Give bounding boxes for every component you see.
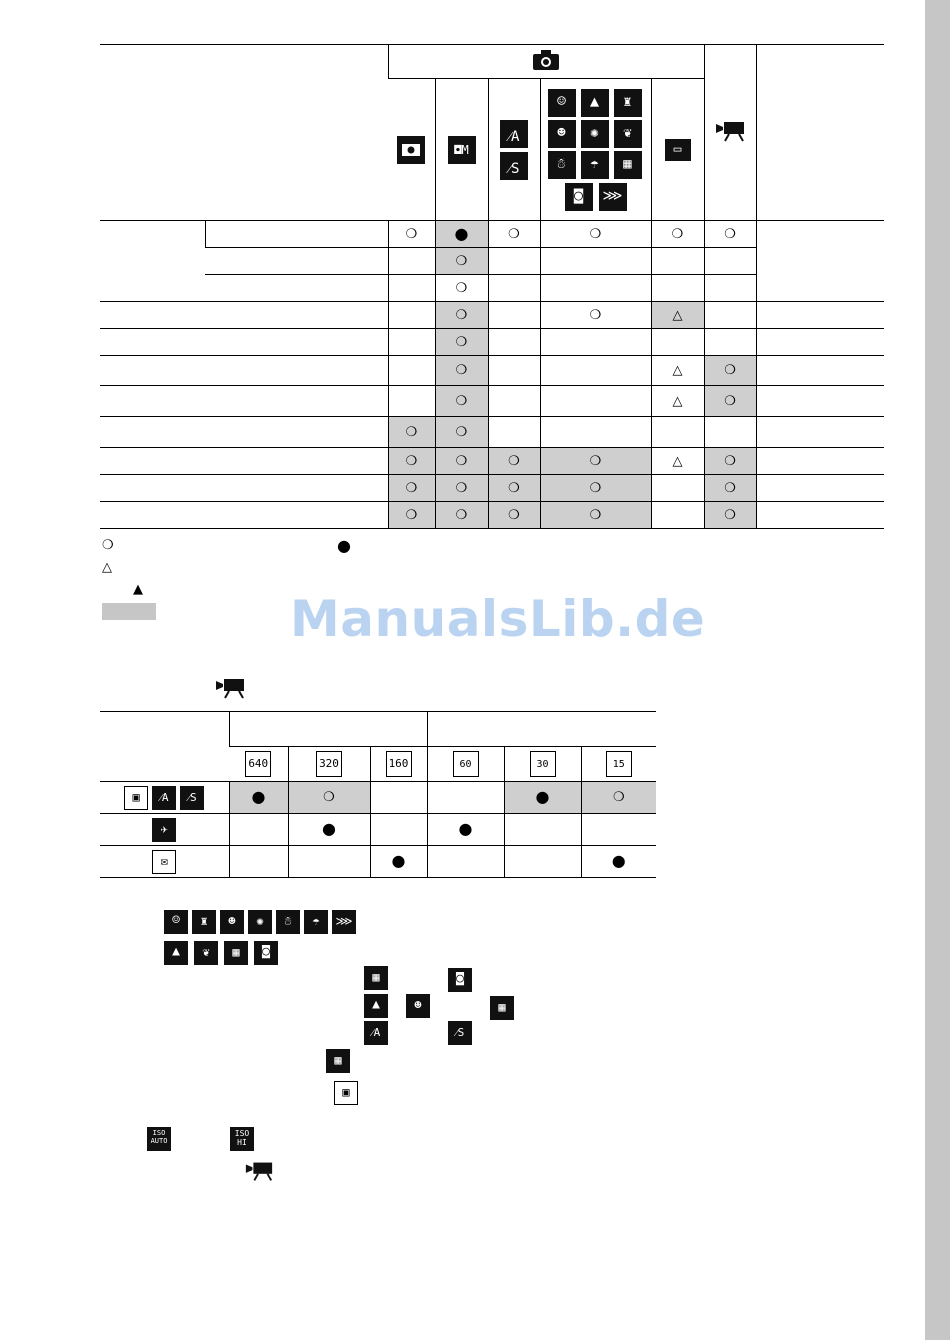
- movie-camera-icon: [244, 1159, 274, 1183]
- movie-camera-icon: [714, 119, 746, 143]
- aquarium-icon: ◙: [254, 941, 278, 965]
- kids-pets-icon: ☻: [548, 120, 576, 148]
- night-scene-icon: ♜: [614, 89, 642, 117]
- snow-icon: ☃: [548, 151, 576, 179]
- function-availability-table: ◘M ⁄A ⁄S ☺ ▲ ♜ ☻ ✺ ❦ ☃ ☂ ▦ ◙ ⋙ ▭ ❍ ● ❍ ❍ ❍ ❍ ❍ ❍ ❍ ❍ △ ❍ ❍ △ ❍ ❍ △ ❍ ❍ ❍ ❍ ❍ ❍ ❍ △ ❍ ❍ ❍ ❍ ❍ ❍ ❍ ❍ ❍ ❍ ❍: [100, 44, 884, 529]
- underwater-icon: ⋙: [599, 183, 627, 211]
- fast-frame-icon: ✈: [152, 818, 176, 842]
- frame-rate-15-icon: 15: [606, 751, 632, 777]
- notes-scene-icons-row1: [164, 910, 356, 934]
- frame-rate-60-icon: 60: [453, 751, 479, 777]
- email-movie-icon: ✉: [152, 850, 176, 874]
- standard-movie-icon: ▣: [124, 786, 148, 810]
- notes-scene-icons-row2: [164, 941, 278, 965]
- landscape-icon: ▲: [164, 941, 188, 965]
- stitch-a-icon: ⁄A: [364, 1021, 388, 1045]
- portrait-icon: ☺: [548, 89, 576, 117]
- fireworks-icon: ✺: [581, 120, 609, 148]
- resolution-640-icon: 640: [245, 751, 271, 777]
- aquarium-icon: ◙: [448, 968, 472, 992]
- landscape-icon: ▲: [581, 89, 609, 117]
- camera-icon: [532, 49, 560, 71]
- stitch-a-icon: ⁄A: [152, 786, 176, 810]
- frame-rate-30-icon: 30: [530, 751, 556, 777]
- fireworks-icon: ✺: [248, 910, 272, 934]
- movie-resolution-table: 640 320 160 60 30 15 ▣ ⁄A ⁄S ● ❍ ● ❍ ✈ ● ● ✉ ● ●: [100, 711, 656, 878]
- stitch-s-icon: ⁄S: [500, 152, 528, 180]
- resolution-320-icon: 320: [316, 751, 342, 777]
- night-snapshot-icon: ▦: [490, 996, 514, 1020]
- legend-open-circle: ❍: [102, 538, 114, 553]
- kids-pets-icon: ☻: [406, 994, 430, 1018]
- page-edge-tab: [925, 0, 950, 1340]
- movie-camera-icon: [214, 676, 246, 700]
- legend-triangle: △: [102, 560, 112, 575]
- foliage-icon: ❦: [194, 941, 218, 965]
- kids-pets-icon: ☻: [220, 910, 244, 934]
- continuous-mode-cell: [651, 79, 704, 221]
- manual-icon: ◘M: [448, 136, 476, 164]
- continuous-icon: ▭: [665, 139, 691, 161]
- aquarium-icon: ◙: [565, 183, 593, 211]
- watermark: ManualsLib.de: [290, 590, 706, 648]
- iso-hi-icon: ISO HI: [230, 1127, 254, 1151]
- landscape-icon: ▲: [364, 994, 388, 1018]
- snow-icon: ☃: [276, 910, 300, 934]
- movie-mode-row-label: [100, 782, 229, 814]
- auto-mode-cell: [388, 79, 435, 221]
- beach-icon: ☂: [304, 910, 328, 934]
- legend-filled-triangle: ▲: [133, 582, 143, 597]
- portrait-icon: ☺: [164, 910, 188, 934]
- movie-header-cell: [704, 45, 756, 221]
- iso-auto-icon: ISO AUTO: [147, 1127, 171, 1151]
- beach-icon: ☂: [581, 151, 609, 179]
- legend-gray-box: [102, 603, 156, 620]
- foliage-icon: ❦: [614, 120, 642, 148]
- stitch-mode-cell: [488, 79, 540, 221]
- night-scene-icon: ♜: [192, 910, 216, 934]
- night-snapshot-icon: ▦: [224, 941, 248, 965]
- stitch-a-icon: ⁄A: [500, 120, 528, 148]
- resolution-160-icon: 160: [386, 751, 412, 777]
- auto-icon: [397, 136, 425, 164]
- stitch-s-icon: ⁄S: [448, 1021, 472, 1045]
- manual-mode-cell: [435, 79, 488, 221]
- underwater-icon: ⋙: [332, 910, 356, 934]
- night-snapshot-icon: ▦: [614, 151, 642, 179]
- night-snapshot-icon: ▦: [326, 1049, 350, 1073]
- camera-header-cell: [388, 45, 704, 79]
- legend-filled-circle: ●: [337, 536, 351, 555]
- night-snapshot-icon: ▦: [364, 966, 388, 990]
- scene-modes-cell: [540, 79, 651, 221]
- stitch-s-icon: ⁄S: [180, 786, 204, 810]
- standard-movie-icon: ▣: [334, 1081, 358, 1105]
